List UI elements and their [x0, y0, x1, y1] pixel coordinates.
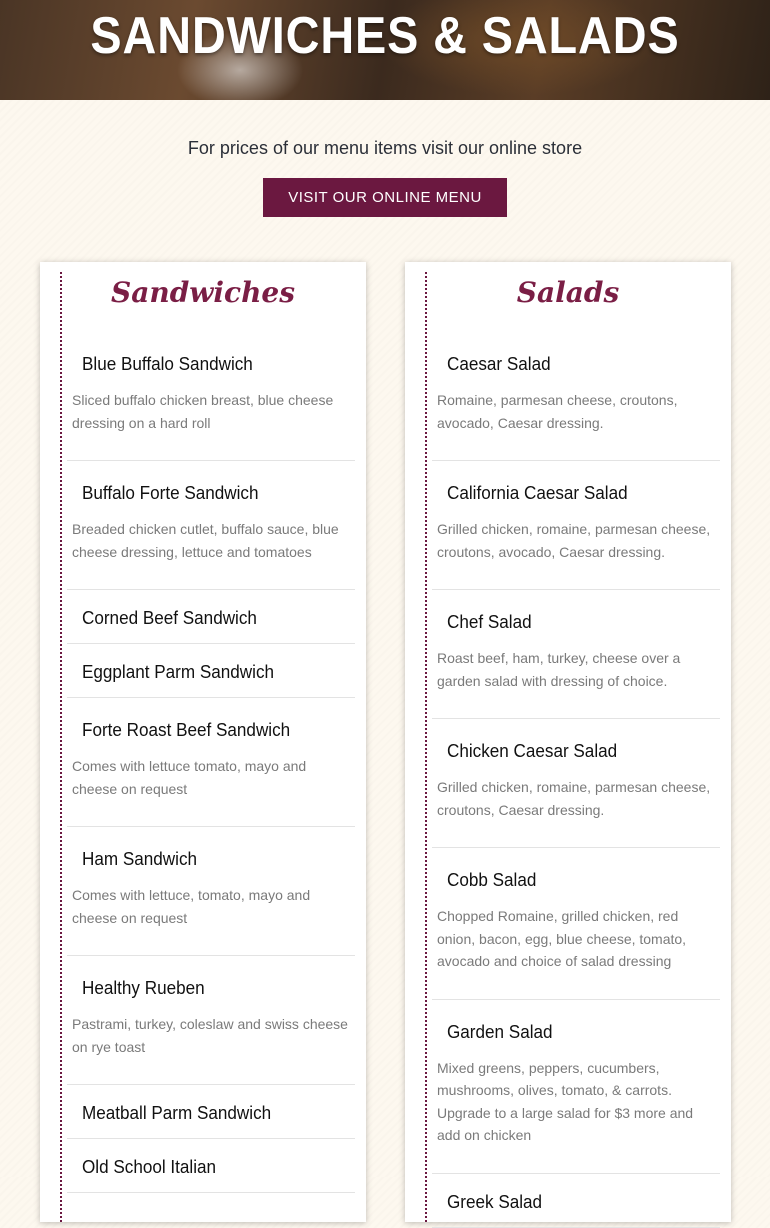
prices-note: For prices of our menu items visit our online store [187, 138, 583, 158]
visit-online-menu-button[interactable]: VISIT OUR ONLINE MENU [263, 178, 507, 217]
salads-card [405, 262, 731, 1222]
menu-item-name: Garden Salad [447, 1021, 553, 1042]
menu-item-name: Forte Roast Beef Sandwich [82, 720, 291, 740]
menu-item [67, 1139, 355, 1193]
menu-item [432, 590, 720, 719]
menu-item [67, 1085, 355, 1139]
menu-item-name: Caesar Salad [447, 354, 551, 374]
menu-item [67, 461, 355, 590]
menu-item-name: Greek Salad [447, 1191, 543, 1212]
menu-item-name: Corned Beef Sandwich [82, 608, 257, 628]
menu-item-name: Chicken Caesar Salad [447, 741, 618, 761]
hero-banner [0, 0, 770, 100]
salad-list [405, 332, 731, 1228]
menu-item-description: Mixed greens, peppers, cucumbers, mushrooms, olives, tomato, & carrots. Upgrade to a large salad for $3 more and add on chicken [437, 1059, 694, 1143]
salads-heading: Salads [516, 276, 620, 309]
menu-item-description: Roast beef, ham, turkey, cheese over a garden salad with dressing of choice. [437, 650, 681, 689]
sandwiches-card [40, 262, 366, 1222]
menu-item-name: Meatball Parm Sandwich [82, 1103, 272, 1123]
menu-item-name: Blue Buffalo Sandwich [82, 354, 253, 374]
menu-item [432, 1174, 720, 1228]
page-title: SANDWICHES & SALADS [90, 7, 680, 65]
menu-item-description: Breaded chicken cutlet, buffalo sauce, blue cheese dressing, lettuce and tomatoes [72, 521, 339, 560]
menu-item [432, 332, 720, 461]
sandwiches-heading: Sandwiches [110, 276, 296, 309]
menu-item-name: Eggplant Parm Sandwich [82, 662, 275, 682]
menu-item [67, 698, 355, 827]
menu-item-name: Ham Sandwich [82, 849, 198, 869]
menu-item [432, 719, 720, 848]
menu-item-description: Grilled chicken, romaine, parmesan cheese, croutons, avocado, Caesar dressing. [437, 521, 711, 560]
menu-item [67, 956, 355, 1085]
sandwich-list [40, 332, 366, 1193]
menu-item [67, 590, 355, 644]
menu-item [67, 827, 355, 956]
menu-item [432, 461, 720, 590]
menu-item [67, 332, 355, 461]
menu-item [432, 1000, 720, 1174]
menu-item-name: Healthy Rueben [82, 978, 205, 998]
menu-item-description: Grilled chicken, romaine, parmesan cheese, croutons, Caesar dressing. [437, 779, 711, 818]
menu-item-name: California Caesar Salad [447, 483, 628, 503]
menu-item-name: Old School Italian [82, 1157, 217, 1177]
menu-item-description: Romaine, parmesan cheese, croutons, avocado, Caesar dressing. [437, 392, 678, 431]
menu-item-description: Comes with lettuce tomato, mayo and cheese on request [72, 758, 307, 797]
menu-item [67, 644, 355, 698]
menu-item-description: Comes with lettuce, tomato, mayo and cheese on request [72, 887, 311, 926]
menu-item [432, 848, 720, 1000]
menu-item-description: Chopped Romaine, grilled chicken, red onion, bacon, egg, blue cheese, tomato, avocado and choice of salad dressing [437, 908, 687, 969]
menu-item-description: Pastrami, turkey, coleslaw and swiss cheese on rye toast [72, 1016, 348, 1055]
menu-item-name: Chef Salad [447, 612, 532, 632]
menu-item-name: Buffalo Forte Sandwich [82, 483, 259, 503]
menu-item-name: Cobb Salad [447, 870, 537, 890]
menu-item-description: Sliced buffalo chicken breast, blue cheese dressing on a hard roll [72, 392, 334, 431]
